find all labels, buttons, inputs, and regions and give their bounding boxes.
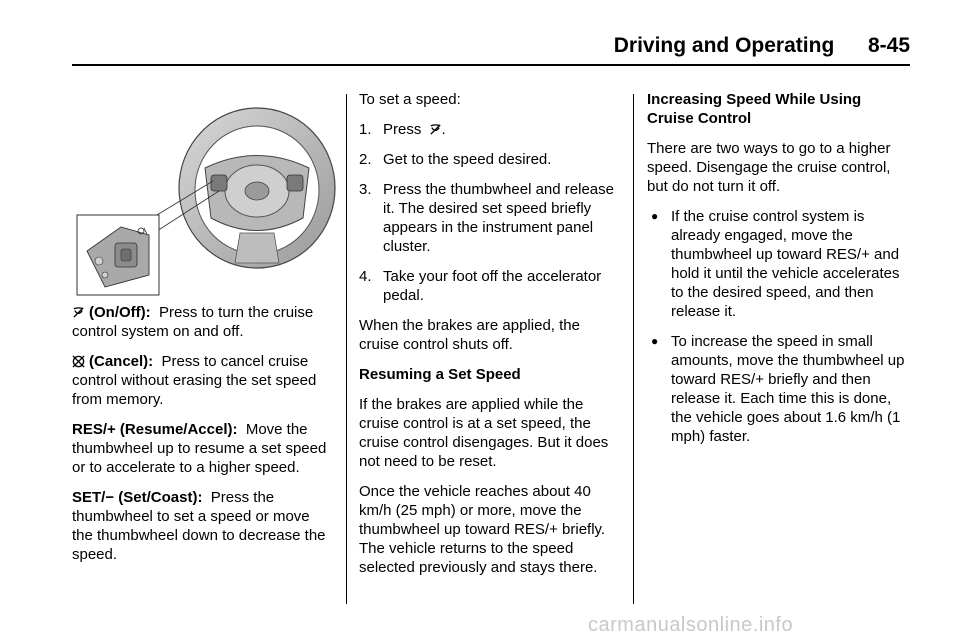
step-text: Press the thumbwheel and release it. The desired set speed briefly appears in the instrument panel cluster. bbox=[383, 181, 614, 255]
set-paragraph bbox=[72, 488, 334, 564]
resume-heading: Resuming a Set Speed bbox=[359, 366, 521, 383]
bullet-item bbox=[647, 207, 910, 321]
set-label: SET/− (Set/Coast): bbox=[72, 489, 203, 506]
section-title: Driving and Operating bbox=[613, 34, 835, 57]
bullet-item bbox=[647, 332, 910, 446]
page-header bbox=[72, 34, 910, 70]
res-label: RES/+ (Resume/Accel): bbox=[72, 421, 238, 438]
on-off-paragraph bbox=[72, 303, 334, 341]
watermark: carmanualsonline.info bbox=[588, 614, 794, 636]
page-number: 8-45 bbox=[867, 34, 910, 57]
cruise-cancel-icon bbox=[72, 355, 85, 368]
increase-bullets bbox=[647, 207, 910, 446]
step-text: Take your foot off the accelerator pedal. bbox=[383, 268, 602, 304]
bullet-icon: ● bbox=[651, 334, 659, 348]
cruise-on-off-icon bbox=[429, 123, 442, 136]
column-1 bbox=[72, 303, 334, 575]
set-speed-steps bbox=[359, 120, 624, 305]
header-text bbox=[614, 34, 910, 58]
set-speed-intro: To set a speed: bbox=[359, 91, 461, 108]
step-text: Press bbox=[383, 121, 422, 138]
set-text: Press the thumbwheel to set a speed or move the thumbwheel down to decrease the speed. bbox=[72, 489, 326, 563]
bullet-text: To increase the speed in small amounts, move the thumbwheel up toward RES/+ briefly and then release it. Each time this is done, the vehicle goes about 1.6 km/h (1 mph) faster. bbox=[671, 333, 905, 445]
step-text: Get to the speed desired. bbox=[383, 151, 552, 168]
column-3 bbox=[647, 90, 910, 457]
resume-paragraph-1: If the brakes are applied while the cruise control is at a set speed, the cruise control disengages. But it does not need to be reset. bbox=[359, 396, 609, 470]
increase-heading: Increasing Speed While Using Cruise Control bbox=[647, 91, 862, 127]
step-2 bbox=[359, 150, 624, 169]
column-2 bbox=[359, 90, 624, 588]
cancel-text: Press to cancel cruise control without erasing the set speed from memory. bbox=[72, 353, 317, 408]
column-divider-1 bbox=[346, 94, 347, 604]
res-text: Move the thumbwheel up to resume a set speed or to accelerate to a higher speed. bbox=[72, 421, 327, 476]
cruise-on-off-icon bbox=[72, 306, 85, 319]
steering-wheel-illustration bbox=[75, 103, 337, 296]
resume-paragraph-2: Once the vehicle reaches about 40 km/h (25 mph) or more, move the thumbwheel up toward RES/+ briefly. The vehicle returns to the speed selected previously and stays there. bbox=[359, 483, 606, 576]
cancel-paragraph bbox=[72, 352, 334, 409]
step-suffix: . bbox=[441, 121, 446, 138]
bullet-text: If the cruise control system is already engaged, move the thumbwheel up toward RES/+ and hold it until the vehicle accelerates to the desired speed, and then release it. bbox=[671, 208, 900, 320]
cancel-label: (Cancel): bbox=[89, 353, 154, 370]
increase-intro: There are two ways to go to a higher speed. Disengage the cruise control, but do not turn it off. bbox=[647, 140, 891, 195]
step-number: 4. bbox=[359, 268, 372, 285]
step-number: 1. bbox=[359, 121, 372, 138]
bullet-icon: ● bbox=[651, 209, 659, 223]
column-divider-2 bbox=[633, 94, 634, 604]
step-number: 2. bbox=[359, 151, 372, 168]
step-3 bbox=[359, 180, 624, 256]
step-4 bbox=[359, 267, 624, 305]
step-1 bbox=[359, 120, 624, 139]
brakes-paragraph: When the brakes are applied, the cruise control shuts off. bbox=[359, 317, 580, 353]
res-paragraph bbox=[72, 420, 334, 477]
step-number: 3. bbox=[359, 181, 372, 198]
on-off-text: Press to turn the cruise control system on and off. bbox=[72, 304, 314, 340]
header-rule bbox=[72, 64, 910, 66]
on-off-label: (On/Off): bbox=[89, 304, 151, 321]
